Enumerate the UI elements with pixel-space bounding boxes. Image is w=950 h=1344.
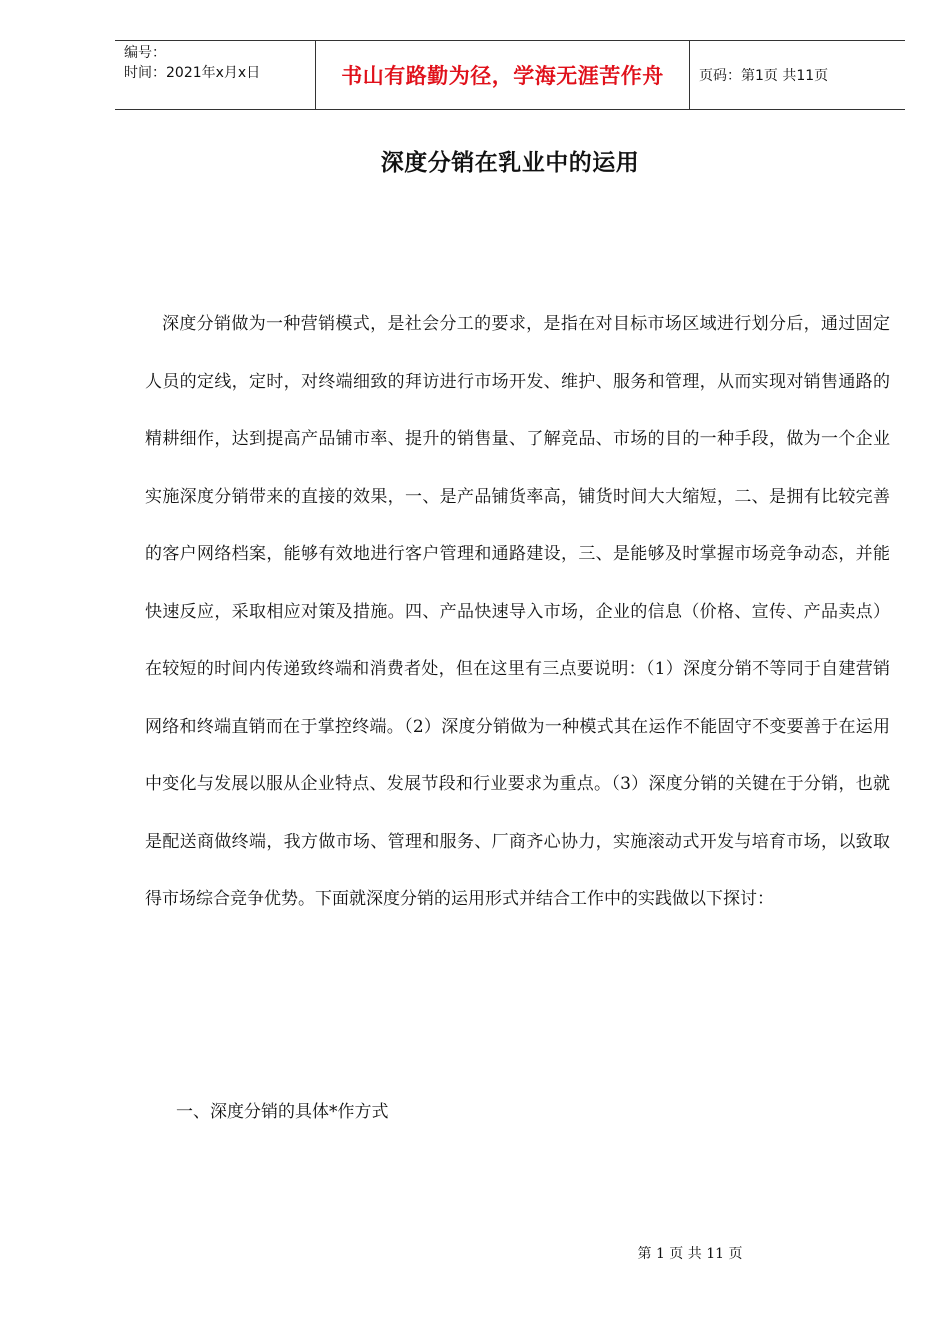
header-page-cell	[690, 41, 905, 109]
header-motto-cell	[316, 41, 690, 109]
body-paragraph: 深度分销做为一种营销模式，是社会分工的要求，是指在对目标市场区域进行划分后，通过固定人员的定线，定时，对终端细致的拜访进行市场开发、维护、服务和管理，从而实现对销售通路的精耕细作，达到提高产品铺市率、提升的销售量、了解竞品、市场的目的一种手段，做为一个企业实施深度分销带来的直接的效果，一、是产品铺货率高，铺货时间大大缩短，二、是拥有比较完善的客户网络档案，能够有效地进行客户管理和通路建设，三、是能够及时掌握市场竞争动态，并能快速反应，采取相应对策及措施。四、产品快速导入市场，企业的信息（价格、宣传、产品卖点）在较短的时间内传递致终端和消费者处，但在这里有三点要说明：（1）深度分销不等同于自建营销网络和终端直销而在于掌控终端。（2）深度分销做为一种模式其在运作不能固守不变要善于在运用中变化与发展以服从企业特点、发展节段和行业要求为重点。（3）深度分销的关键在于分销，也就是配送商做终端，我方做市场、管理和服务、厂商齐心协力，实施滚动式开发与培育市场，以致取得市场综合竞争优势。下面就深度分销的运用形式并结合工作中的实践做以下探讨：	[145, 314, 890, 909]
header-meta-cell	[115, 41, 316, 109]
motto-text: 书山有路勤为径，学海无涯苦作舟	[341, 63, 664, 88]
document-header	[115, 40, 905, 110]
document-body	[145, 296, 890, 929]
document-title: 深度分销在乳业中的运用	[380, 149, 640, 176]
page-info: 页码：第1页 共11页	[699, 68, 829, 84]
page-footer: 第 1 页 共 11 页	[637, 1246, 743, 1262]
time-label: 时间：2021年x月x日	[124, 65, 261, 81]
section-heading: 一、深度分销的具体*作方式	[176, 1102, 389, 1122]
number-label: 编号：	[124, 45, 166, 61]
